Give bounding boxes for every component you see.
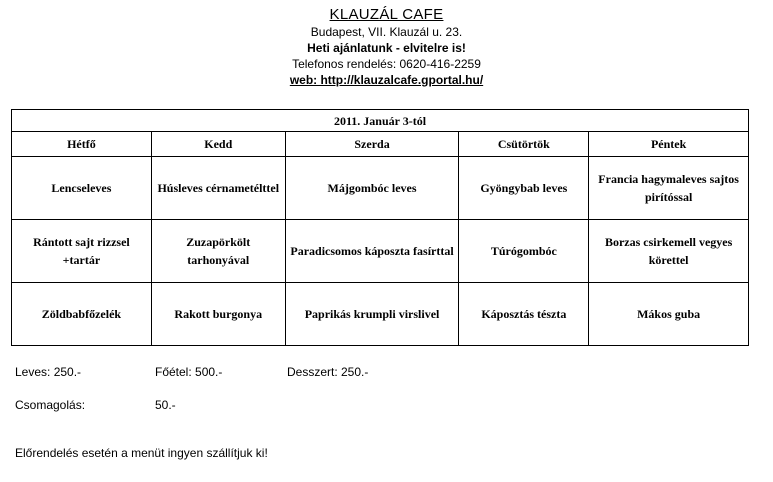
packaging-label: Csomagolás: bbox=[15, 398, 86, 412]
day-header: Szerda bbox=[285, 132, 459, 157]
dish-cell: Lencseleves bbox=[12, 157, 152, 220]
cafe-title: KLAUZÁL CAFE bbox=[329, 6, 444, 23]
header bbox=[0, 6, 773, 88]
dish-cell: Káposztás tészta bbox=[459, 283, 589, 346]
day-header: Kedd bbox=[151, 132, 285, 157]
dish-row bbox=[12, 283, 749, 346]
weekly-menu-table bbox=[11, 109, 749, 346]
menu-date: 2011. Január 3-tól bbox=[12, 110, 749, 132]
day-header: Csütörtök bbox=[459, 132, 589, 157]
dish-cell: Mákos guba bbox=[589, 283, 749, 346]
soup-price: Leves: 250.- bbox=[15, 365, 82, 379]
delivery-note: Előrendelés esetén a menüt ingyen szállítjuk ki! bbox=[15, 446, 268, 460]
dish-cell: Paradicsomos káposzta fasírttal bbox=[285, 220, 459, 283]
dish-cell: Francia hagymaleves sajtos pirítóssal bbox=[589, 157, 749, 220]
dish-cell: Túrógombóc bbox=[459, 220, 589, 283]
dish-cell: Rántott sajt rizzsel +tartár bbox=[12, 220, 152, 283]
day-header: Hétfő bbox=[12, 132, 152, 157]
dish-cell: Zuzapörkölt tarhonyával bbox=[151, 220, 285, 283]
day-header: Péntek bbox=[589, 132, 749, 157]
packaging-price: 50.- bbox=[155, 398, 176, 412]
phone-line: Telefonos rendelés: 0620-416-2259 bbox=[292, 57, 481, 71]
main-price: Főétel: 500.- bbox=[155, 365, 223, 379]
dish-row bbox=[12, 220, 749, 283]
date-row bbox=[12, 110, 749, 132]
dish-cell: Gyöngybab leves bbox=[459, 157, 589, 220]
dish-row bbox=[12, 157, 749, 220]
dish-cell: Paprikás krumpli virslivel bbox=[285, 283, 459, 346]
dish-cell: Rakott burgonya bbox=[151, 283, 285, 346]
dish-cell: Zöldbabfőzelék bbox=[12, 283, 152, 346]
address: Budapest, VII. Klauzál u. 23. bbox=[310, 25, 463, 39]
web-link[interactable]: web: http://klauzalcafe.gportal.hu/ bbox=[289, 73, 484, 87]
days-row bbox=[12, 132, 749, 157]
dish-cell: Borzas csirkemell vegyes körettel bbox=[589, 220, 749, 283]
offer-line: Heti ajánlatunk - elvitelre is! bbox=[307, 41, 466, 55]
dish-cell: Húsleves cérnametélttel bbox=[151, 157, 285, 220]
dessert-price: Desszert: 250.- bbox=[287, 365, 369, 379]
dish-cell: Májgombóc leves bbox=[285, 157, 459, 220]
